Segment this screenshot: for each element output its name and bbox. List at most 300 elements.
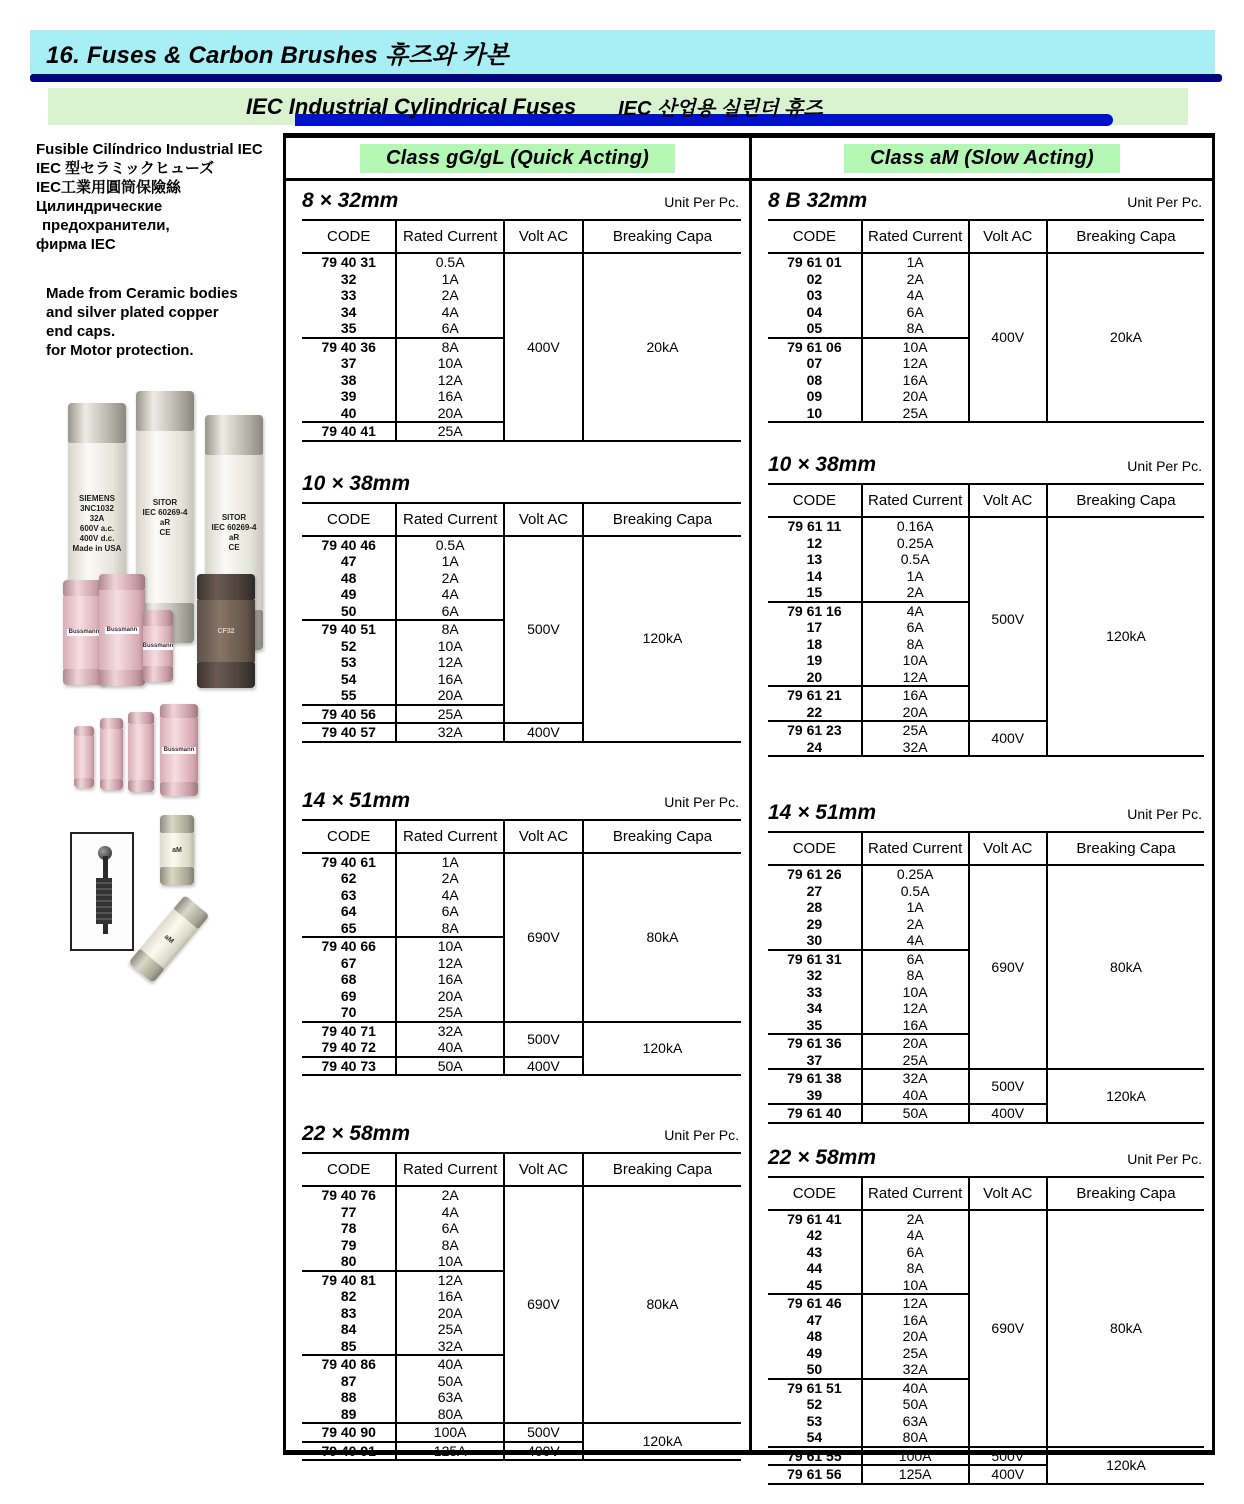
column-header: Volt AC (969, 220, 1047, 253)
rated-current-cell: 8A (396, 620, 504, 638)
note-line: and silver plated copper (46, 304, 219, 321)
code-cell: 20 (768, 669, 862, 687)
desc-line: предохранители, (42, 217, 170, 234)
rated-current-cell: 50A (396, 1373, 504, 1390)
fuse-spec-box (283, 133, 1215, 1482)
code-cell: 48 (302, 570, 396, 587)
code-cell: 47 (302, 553, 396, 570)
rated-current-cell: 32A (396, 1022, 504, 1040)
code-cell: 79 40 90 (302, 1423, 396, 1442)
code-cell: 50 (302, 603, 396, 621)
code-cell: 79 40 66 (302, 937, 396, 955)
code-cell: 63 (302, 887, 396, 904)
spec-table (302, 219, 741, 442)
rated-current-cell: 12A (862, 1294, 969, 1312)
product-photo-bw-and-cream-fuses (68, 815, 268, 965)
volt-ac-cell: 690V (504, 853, 583, 1022)
volt-ac-cell: 400V (504, 253, 583, 441)
rated-current-cell: 40A (862, 1379, 969, 1397)
code-cell: 12 (768, 535, 862, 552)
rated-current-cell: 50A (862, 1104, 969, 1123)
code-cell: 39 (302, 388, 396, 405)
table-title-row (768, 189, 1204, 219)
volt-ac-cell: 400V (969, 1465, 1047, 1484)
code-cell: 55 (302, 687, 396, 705)
code-cell: 37 (302, 355, 396, 372)
code-cell: 79 40 56 (302, 705, 396, 724)
rated-current-cell: 8A (396, 920, 504, 938)
fuse-body-label: SITOR IEC 60269-4 aR CE (205, 455, 263, 610)
rated-current-cell: 4A (396, 1204, 504, 1221)
volt-ac-cell: 500V (969, 517, 1047, 721)
rated-current-cell: 0.5A (396, 536, 504, 554)
fuse-table (768, 189, 1204, 423)
code-cell: 87 (302, 1373, 396, 1390)
code-cell: 79 61 55 (768, 1447, 862, 1466)
code-cell: 54 (768, 1429, 862, 1447)
page-banner-title: 16. Fuses & Carbon Brushes 휴즈와 카본 (46, 41, 509, 69)
rated-current-cell: 16A (396, 671, 504, 688)
column-header: Volt AC (504, 220, 583, 253)
rated-current-cell: 1A (396, 553, 504, 570)
code-cell: 19 (768, 652, 862, 669)
rated-current-cell: 125A (396, 1442, 504, 1461)
code-cell: 79 40 51 (302, 620, 396, 638)
table-size-title: 8 B 32mm (768, 189, 868, 212)
column-header: Breaking Capa (1047, 1177, 1204, 1210)
rated-current-cell: 20A (396, 687, 504, 705)
column-header: Rated Current (396, 220, 504, 253)
code-cell: 79 40 46 (302, 536, 396, 554)
code-cell: 30 (768, 932, 862, 950)
table-header (768, 1177, 1204, 1210)
rated-current-cell: 63A (862, 1413, 969, 1430)
volt-ac-cell: 400V (504, 1442, 583, 1461)
code-cell: 62 (302, 870, 396, 887)
rated-current-cell: 80A (862, 1429, 969, 1447)
product-photo-bussmann-cf32 (55, 570, 280, 695)
table-header (768, 832, 1204, 865)
code-cell: 49 (768, 1345, 862, 1362)
fuse-cylinder-small: Bussmann (160, 704, 198, 796)
rated-current-cell: 6A (396, 1220, 504, 1237)
product-photo-small-fuses (70, 700, 250, 800)
rated-current-cell: 40A (862, 1087, 969, 1105)
column-header: Volt AC (504, 1153, 583, 1186)
rated-current-cell: 25A (862, 1052, 969, 1070)
column-header: Breaking Capa (1047, 220, 1204, 253)
column-quick-acting (286, 138, 749, 1459)
code-cell: 79 61 51 (768, 1379, 862, 1397)
breaking-capa-cell: 120kA (1047, 517, 1204, 756)
table-header (768, 220, 1204, 253)
fuse-end-cap (136, 391, 194, 431)
spec-table (302, 502, 741, 743)
rated-current-cell: 2A (862, 271, 969, 288)
table-header (302, 220, 741, 253)
fuse-cylinder-small (74, 726, 94, 788)
fuse-cylinder-cream: aM (160, 815, 194, 885)
fuse-cylinder-small (128, 712, 154, 792)
rated-current-cell: 12A (862, 1000, 969, 1017)
code-cell: 27 (768, 883, 862, 900)
code-cell: 13 (768, 551, 862, 568)
desc-line: Цилиндрические (36, 198, 163, 215)
code-cell: 79 40 57 (302, 723, 396, 742)
rated-current-cell: 4A (862, 602, 969, 620)
code-cell: 54 (302, 671, 396, 688)
code-cell: 32 (768, 967, 862, 984)
rated-current-cell: 6A (396, 320, 504, 338)
column-header: CODE (302, 1153, 396, 1186)
code-cell: 83 (302, 1305, 396, 1322)
rated-current-cell: 8A (396, 338, 504, 356)
table-size-title: 10 × 38mm (302, 471, 410, 495)
section-title-ko: IEC 산업용 실린더 휴즈 (618, 98, 823, 120)
rated-current-cell: 8A (396, 1237, 504, 1254)
table-size-title: 8 × 32mm (302, 189, 399, 212)
code-cell: 49 (302, 586, 396, 603)
code-cell: 84 (302, 1321, 396, 1338)
rated-current-cell: 20A (862, 1328, 969, 1345)
code-cell: 82 (302, 1288, 396, 1305)
code-cell: 88 (302, 1389, 396, 1406)
column-header: CODE (768, 832, 862, 865)
volt-ac-cell: 500V (504, 1022, 583, 1057)
code-cell: 79 61 40 (768, 1104, 862, 1123)
volt-ac-cell: 690V (969, 1210, 1047, 1447)
fuse-table (302, 189, 741, 442)
code-cell: 35 (302, 320, 396, 338)
code-cell: 79 (302, 1237, 396, 1254)
code-cell: 79 61 41 (768, 1210, 862, 1228)
rated-current-cell: 32A (396, 723, 504, 742)
code-cell: 79 40 61 (302, 853, 396, 871)
rated-current-cell: 12A (396, 654, 504, 671)
rated-current-cell: 10A (862, 338, 969, 356)
class-title-am: Class aM (Slow Acting) (844, 144, 1120, 173)
code-cell: 03 (768, 287, 862, 304)
rated-current-cell: 6A (862, 619, 969, 636)
code-cell: 79 61 38 (768, 1069, 862, 1087)
rated-current-cell: 6A (396, 603, 504, 621)
rated-current-cell: 20A (396, 988, 504, 1005)
column-header: CODE (302, 220, 396, 253)
class-header-row (752, 138, 1212, 181)
fuse-cylinder-cream-tilted: aM (128, 895, 209, 983)
section-title-band (48, 88, 1188, 125)
code-cell: 65 (302, 920, 396, 938)
fuse-cylinder-cf32: CF32 (197, 574, 255, 688)
fuse-cylinder-bussmann: Bussmann (63, 580, 105, 685)
fuse-table (768, 453, 1204, 757)
code-cell: 09 (768, 388, 862, 405)
volt-ac-cell: 400V (504, 723, 583, 742)
volt-ac-cell: 500V (504, 536, 583, 724)
table-header (768, 484, 1204, 517)
rated-current-cell: 4A (862, 1227, 969, 1244)
code-cell: 38 (302, 372, 396, 389)
code-cell: 77 (302, 1204, 396, 1221)
rated-current-cell: 25A (396, 422, 504, 441)
desc-line: IEC 型セラミックヒューズ (36, 160, 215, 177)
column-header: CODE (302, 503, 396, 536)
breaking-capa-cell: 20kA (583, 253, 741, 441)
rated-current-cell: 8A (862, 320, 969, 338)
code-cell: 70 (302, 1004, 396, 1022)
code-cell: 07 (768, 355, 862, 372)
code-cell: 79 40 91 (302, 1442, 396, 1461)
unit-per-pc-label: Unit Per Pc. (664, 194, 739, 210)
code-cell: 04 (768, 304, 862, 321)
rated-current-cell: 16A (862, 372, 969, 389)
column-header: Rated Current (862, 832, 969, 865)
fuse-cylinder-small (100, 718, 123, 790)
rated-current-cell: 20A (862, 1034, 969, 1052)
product-description (36, 140, 286, 254)
code-cell: 79 61 36 (768, 1034, 862, 1052)
code-cell: 79 61 56 (768, 1465, 862, 1484)
column-header: CODE (768, 220, 862, 253)
breaking-capa-cell: 80kA (1047, 865, 1204, 1069)
code-cell: 79 61 16 (768, 602, 862, 620)
table-row (302, 1186, 741, 1204)
breaking-capa-cell: 120kA (1047, 1069, 1204, 1123)
rated-current-cell: 12A (862, 669, 969, 687)
column-header: Volt AC (969, 484, 1047, 517)
product-note (36, 284, 286, 360)
unit-per-pc-label: Unit Per Pc. (664, 1127, 739, 1143)
desc-line: фирма IEC (36, 236, 116, 253)
section-title-en: IEC Industrial Cylindrical Fuses (246, 93, 577, 119)
rated-current-cell: 1A (862, 253, 969, 271)
volt-ac-cell: 500V (504, 1423, 583, 1442)
fuse-table (302, 472, 741, 743)
spec-table (768, 831, 1204, 1124)
rated-current-cell: 4A (862, 932, 969, 950)
spec-table (768, 1176, 1204, 1485)
rated-current-cell: 80A (396, 1406, 504, 1424)
column-header: Volt AC (969, 1177, 1047, 1210)
code-cell: 33 (768, 984, 862, 1001)
rated-current-cell: 100A (396, 1423, 504, 1442)
rated-current-cell: 2A (396, 570, 504, 587)
rated-current-cell: 0.5A (396, 253, 504, 271)
rated-current-cell: 25A (862, 1345, 969, 1362)
rated-current-cell: 4A (396, 586, 504, 603)
table-row (768, 865, 1204, 883)
breaking-capa-cell: 80kA (1047, 1210, 1204, 1447)
table-title-row (768, 801, 1204, 831)
rated-current-cell: 20A (862, 704, 969, 722)
volt-ac-cell: 400V (969, 253, 1047, 422)
sidebar (36, 140, 286, 360)
code-cell: 79 61 01 (768, 253, 862, 271)
table-header (302, 503, 741, 536)
code-cell: 79 40 76 (302, 1186, 396, 1204)
rated-current-cell: 10A (862, 1277, 969, 1295)
rated-current-cell: 32A (396, 1338, 504, 1356)
rated-current-cell: 4A (396, 887, 504, 904)
column-header: Breaking Capa (583, 503, 741, 536)
code-cell: 32 (302, 271, 396, 288)
code-cell: 67 (302, 955, 396, 972)
rated-current-cell: 0.25A (862, 535, 969, 552)
rated-current-cell: 20A (862, 388, 969, 405)
code-cell: 24 (768, 739, 862, 757)
table-title-row (302, 189, 741, 219)
column-header: Breaking Capa (1047, 484, 1204, 517)
rated-current-cell: 32A (862, 1361, 969, 1379)
code-cell: 08 (768, 372, 862, 389)
table-row (768, 517, 1204, 535)
breaking-capa-cell: 80kA (583, 1186, 741, 1423)
rated-current-cell: 10A (862, 652, 969, 669)
code-cell: 37 (768, 1052, 862, 1070)
rated-current-cell: 125A (862, 1465, 969, 1484)
rated-current-cell: 12A (396, 955, 504, 972)
code-cell: 79 61 23 (768, 721, 862, 739)
code-cell: 79 40 86 (302, 1355, 396, 1373)
code-cell: 44 (768, 1260, 862, 1277)
code-cell: 17 (768, 619, 862, 636)
rated-current-cell: 40A (396, 1355, 504, 1373)
volt-ac-cell: 690V (504, 1186, 583, 1423)
code-cell: 10 (768, 405, 862, 423)
rated-current-cell: 100A (862, 1447, 969, 1466)
breaking-capa-cell: 80kA (583, 853, 741, 1022)
rated-current-cell: 32A (862, 739, 969, 757)
table-title-row (302, 789, 741, 819)
code-cell: 79 61 26 (768, 865, 862, 883)
rated-current-cell: 25A (862, 405, 969, 423)
desc-line: Fusible Cilíndrico Industrial IEC (36, 141, 263, 158)
rated-current-cell: 12A (396, 372, 504, 389)
fuse-cylinder-bussmann: Bussmann (143, 610, 173, 682)
note-line: for Motor protection. (46, 342, 194, 359)
unit-per-pc-label: Unit Per Pc. (1127, 806, 1202, 822)
code-cell: 47 (768, 1312, 862, 1329)
rated-current-cell: 25A (396, 1321, 504, 1338)
rated-current-cell: 2A (396, 287, 504, 304)
volt-ac-cell: 500V (969, 1069, 1047, 1104)
rated-current-cell: 2A (862, 916, 969, 933)
code-cell: 39 (768, 1087, 862, 1105)
code-cell: 79 61 46 (768, 1294, 862, 1312)
rated-current-cell: 6A (862, 950, 969, 968)
fuse-body-label: SIEMENS 3NC1032 32A 600V a.c. 400V d.c. Made in USA (68, 443, 126, 603)
table-title-row (302, 1122, 741, 1152)
code-cell: 43 (768, 1244, 862, 1261)
code-cell: 79 40 36 (302, 338, 396, 356)
code-cell: 68 (302, 971, 396, 988)
rated-current-cell: 16A (862, 686, 969, 704)
rated-current-cell: 12A (396, 1271, 504, 1289)
column-header: Rated Current (396, 1153, 504, 1186)
code-cell: 52 (302, 638, 396, 655)
code-cell: 89 (302, 1406, 396, 1424)
spec-table (302, 819, 741, 1077)
column-header: Rated Current (396, 503, 504, 536)
code-cell: 33 (302, 287, 396, 304)
rated-current-cell: 10A (396, 1253, 504, 1271)
rated-current-cell: 1A (396, 853, 504, 871)
breaking-capa-cell: 120kA (583, 536, 741, 742)
table-row (768, 1069, 1204, 1087)
rated-current-cell: 32A (862, 1069, 969, 1087)
code-cell: 28 (768, 899, 862, 916)
code-cell: 29 (768, 916, 862, 933)
code-cell: 79 40 31 (302, 253, 396, 271)
code-cell: 78 (302, 1220, 396, 1237)
note-line: end caps. (46, 323, 116, 340)
table-row (768, 253, 1204, 271)
column-header: CODE (302, 820, 396, 853)
table-title-row (302, 472, 741, 502)
rated-current-cell: 40A (396, 1039, 504, 1057)
volt-ac-cell: 500V (969, 1447, 1047, 1466)
rated-current-cell: 25A (862, 721, 969, 739)
table-row (768, 1210, 1204, 1228)
rated-current-cell: 2A (862, 1210, 969, 1228)
volt-ac-cell: 400V (969, 1104, 1047, 1123)
code-cell: 85 (302, 1338, 396, 1356)
code-cell: 48 (768, 1328, 862, 1345)
code-cell: 40 (302, 405, 396, 423)
table-size-title: 22 × 58mm (768, 1145, 876, 1169)
table-row (302, 1022, 741, 1040)
rated-current-cell: 8A (862, 967, 969, 984)
column-header: Breaking Capa (583, 820, 741, 853)
column-header: Volt AC (969, 832, 1047, 865)
code-cell: 69 (302, 988, 396, 1005)
column-slow-acting (749, 138, 1212, 1482)
rated-current-cell: 16A (396, 388, 504, 405)
code-cell: 79 40 41 (302, 422, 396, 441)
fuse-end-cap (205, 415, 263, 455)
rated-current-cell: 10A (396, 638, 504, 655)
code-cell: 18 (768, 636, 862, 653)
breaking-capa-cell: 120kA (583, 1022, 741, 1076)
rated-current-cell: 4A (396, 304, 504, 321)
code-cell: 34 (768, 1000, 862, 1017)
class-header-row (286, 138, 749, 181)
table-header (302, 1153, 741, 1186)
table-row (302, 253, 741, 271)
column-header: CODE (768, 484, 862, 517)
fuse-cylinder-bussmann: Bussmann (99, 574, 145, 686)
spec-table (768, 219, 1204, 423)
code-cell: 79 40 73 (302, 1057, 396, 1076)
code-cell: 34 (302, 304, 396, 321)
fuse-table (768, 1146, 1204, 1485)
code-cell: 14 (768, 568, 862, 585)
rated-current-cell: 2A (396, 1186, 504, 1204)
code-cell: 64 (302, 903, 396, 920)
rated-current-cell: 63A (396, 1389, 504, 1406)
code-cell: 50 (768, 1361, 862, 1379)
rated-current-cell: 0.16A (862, 517, 969, 535)
code-cell: 79 61 06 (768, 338, 862, 356)
unit-per-pc-label: Unit Per Pc. (664, 793, 739, 810)
rated-current-cell: 50A (862, 1396, 969, 1413)
code-cell: 05 (768, 320, 862, 338)
column-header: Breaking Capa (583, 1153, 741, 1186)
rated-current-cell: 6A (396, 903, 504, 920)
column-header: Volt AC (504, 820, 583, 853)
code-cell: 79 40 71 (302, 1022, 396, 1040)
fuse-table (768, 801, 1204, 1124)
